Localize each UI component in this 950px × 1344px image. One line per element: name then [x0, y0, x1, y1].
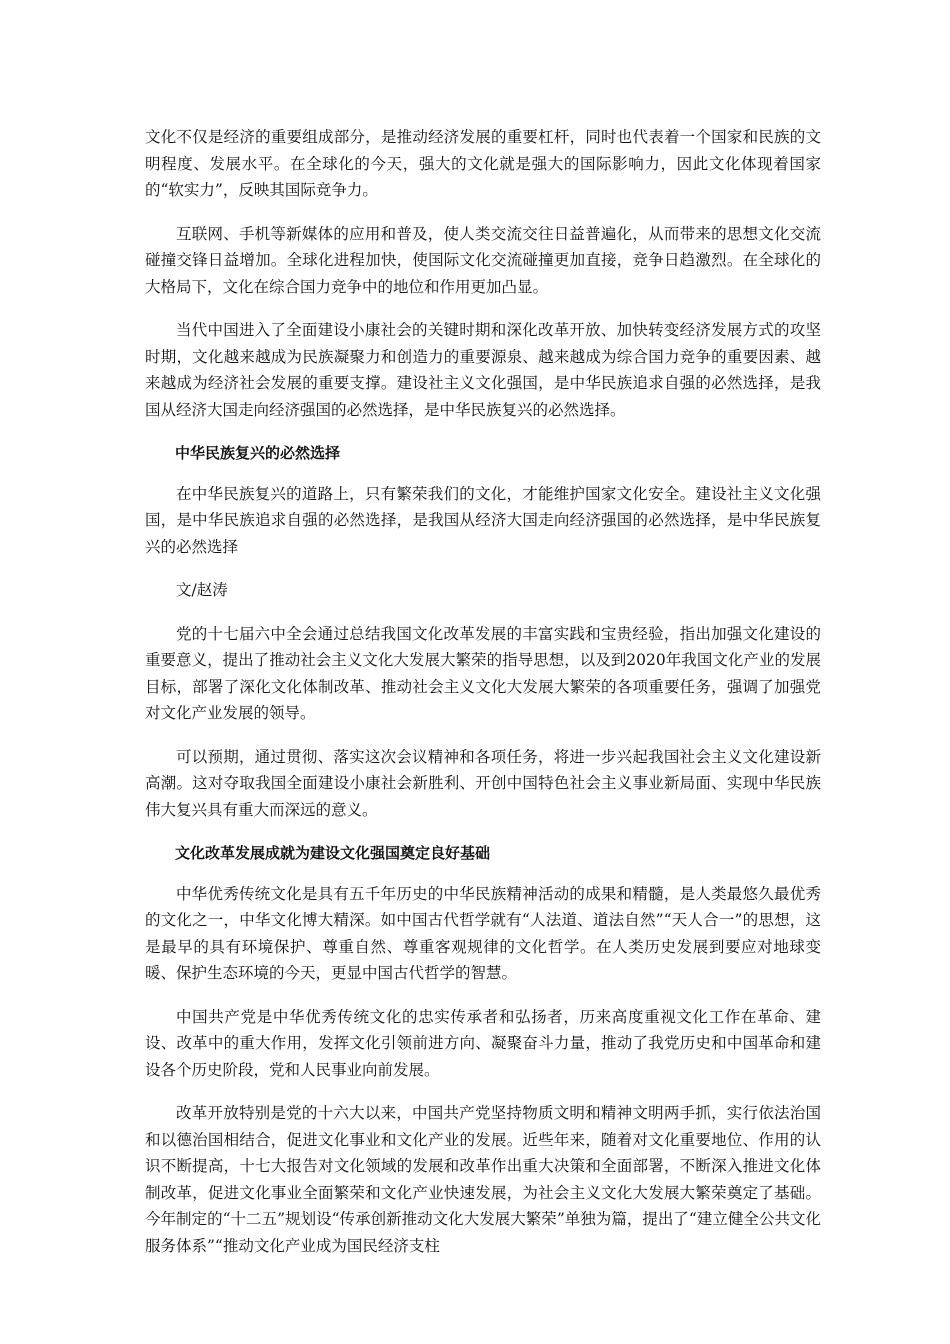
section-heading-1: 中华民族复兴的必然选择 — [175, 444, 341, 462]
section-heading-2: 文化改革发展成就为建设文化强国奠定良好基础 — [175, 844, 491, 862]
document-page — [145, 124, 821, 1276]
author-byline: 文/赵涛 — [176, 581, 228, 599]
paragraph-7: 中华优秀传统文化是具有五千年历史的中华民族精神活动的成果和精髓，是人类最悠久最优秀的文化之一，中华文化博大精深。如中国古代哲学就有“人法道、道法自然”“天人合一”的思想，这是最早的具有环境保护、尊重自然、尊重客观规律的文化哲学。在人类历史发展到要应对地球变暖、保护生态环境的今天，更显中国古代哲学的智慧。 — [145, 884, 821, 982]
paragraph-5: 党的十七届六中全会通过总结我国文化改革发展的丰富实践和宝贵经验，指出加强文化建设的重要意义，提出了推动社会主义文化大发展大繁荣的指导思想，以及到2020年我国文化产业的发展目标，部署了深化文化体制改革、推动社会主义文化大发展大繁荣的各项重要任务，强调了加强党对文化产业发展的领导。 — [145, 624, 821, 722]
paragraph-1: 文化不仅是经济的重要组成部分，是推动经济发展的重要杠杆，同时也代表着一个国家和民族的文明程度、发展水平。在全球化的今天，强大的文化就是强大的国际影响力，因此文化体现着国家的“软实力”，反映其国际竞争力。 — [145, 128, 821, 199]
paragraph-6: 可以预期，通过贯彻、落实这次会议精神和各项任务，将进一步兴起我国社会主义文化建设新高潮。这对夺取我国全面建设小康社会新胜利、开创中国特色社会主义事业新局面、实现中华民族伟大复兴具有重大而深远的意义。 — [145, 747, 821, 819]
paragraph-4: 在中华民族复兴的道路上，只有繁荣我们的文化，才能维护国家文化安全。建设社主义文化强国，是中华民族追求自强的必然选择，是我国从经济大国走向经济强国的必然选择，是中华民族复兴的必然选择 — [145, 484, 821, 556]
paragraph-2: 互联网、手机等新媒体的应用和普及，使人类交流交往日益普遍化，从而带来的思想文化交流碰撞交锋日益增加。全球化进程加快，使国际文化交流碰撞更加直接，竞争日趋激烈。在全球化的大格局下，文化在综合国力竞争中的地位和作用更加凸显。 — [145, 224, 821, 296]
paragraph-8: 中国共产党是中华优秀传统文化的忠实传承者和弘扬者，历来高度重视文化工作在革命、建设、改革中的重大作用，发挥文化引领前进方向、凝聚奋斗力量，推动了我党历史和中国革命和建设各个历史阶段，党和人民事业向前发展。 — [145, 1007, 821, 1079]
paragraph-9: 改革开放特别是党的十六大以来，中国共产党坚持物质文明和精神文明两手抓，实行依法治国和以德治国相结合，促进文化事业和文化产业的发展。近些年来，随着对文化重要地位、作用的认识不断提高，十七大报告对文化领域的发展和改革作出重大决策和全面部署，不断深入推进文化体制改革，促进文化事业全面繁荣和文化产业快速发展，为社会主义文化大发展大繁荣奠定了基础。今年制定的“十二五”规划设“传承创新推动文化大发展大繁荣”单独为篇，提出了“建立健全公共文化服务体系”“推动文化产业成为国民经济支柱 — [145, 1104, 821, 1255]
paragraph-3: 当代中国进入了全面建设小康社会的关键时期和深化改革开放、加快转变经济发展方式的攻坚时期，文化越来越成为民族凝聚力和创造力的重要源泉、越来越成为综合国力竞争的重要因素、越来越成为经济社会发展的重要支撑。建设社主义文化强国，是中华民族追求自强的必然选择，是我国从经济大国走向经济强国的必然选择，是中华民族复兴的必然选择。 — [145, 321, 821, 419]
